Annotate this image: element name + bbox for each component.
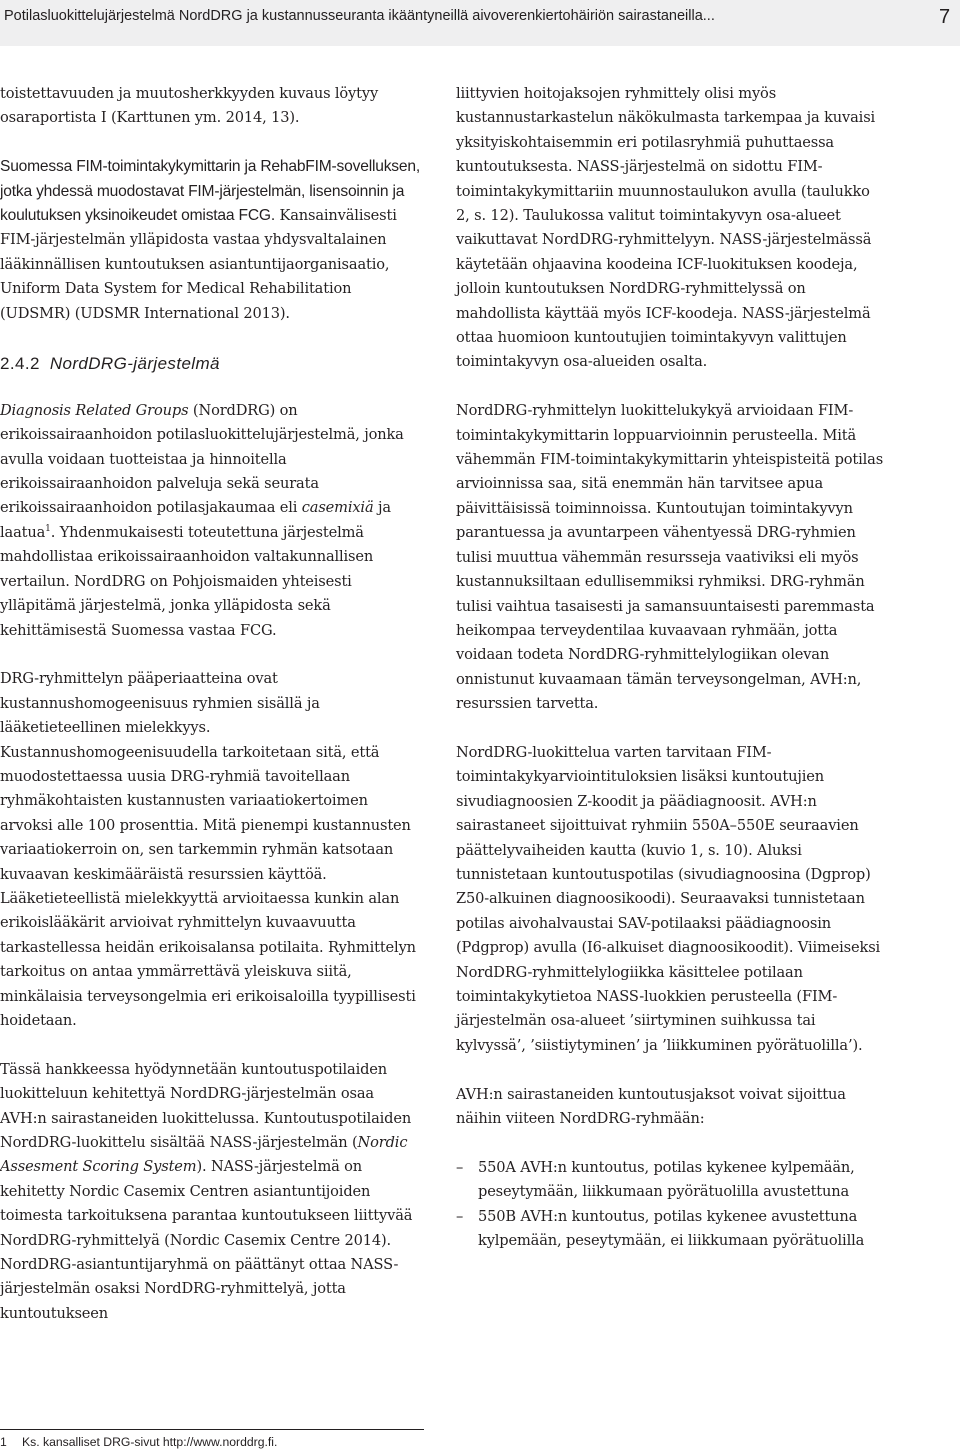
section-heading — [0, 350, 424, 376]
footnote-text: Ks. kansalliset DRG-sivut http://www.norddrg.fi. — [22, 1435, 278, 1449]
italic-term: casemixiä — [301, 499, 374, 517]
footnote-marker: 1 — [45, 524, 51, 535]
page-number: 7 — [939, 6, 951, 28]
paragraph: DRG-ryhmittelyn pääperiaatteina ovat kustannushomogeenisuus ryhmien sisällä ja lääketieteellinen mielekkyys. Kustannushomogeenisuudella tarkoitetaan sitä, että muodostettaessa uusia DRG-ryhmiä tavoitellaan ryhmäkohtaisten kustannusten variaatiokertoimen arvoksi alle 100 prosenttia. Mitä pienempi kustannusten variaatiokerroin on, sen tarkemmin ryhmän katsotaan kuvaavan keskimääräistä resurssien käyttöä. Lääketieteellistä mielekkyyttä arvioitaessa kunkin alan erikoislääkärit arvioivat ryhmittelyn kuvaavuutta tarkastellessa heidän erikoisalansa potilaita. Ryhmittelyn tarkoitus on antaa ymmärrettävä yleiskuva siitä, minkälaisia terveysongelmia eri erikoisaloilla tyypillisesti hoidetaan. — [0, 670, 416, 1029]
paragraph-text: . Yhdenmukaisesti toteutettuna järjestelmä mahdollistaa erikoissairaanhoidon valtakunnallisen vertailun. NordDRG on Pohjoismaiden yhteisesti ylläpitämä järjestelmä, jonka ylläpidosta sekä kehittämisestä Suomessa vastaa FCG. — [0, 523, 374, 639]
section-heading-title: NordDRG-järjestelmä — [49, 354, 220, 374]
paragraph — [0, 155, 424, 326]
paragraph: NordDRG-luokittelua varten tarvitaan FIM-toimintakykyarviointituloksien lisäksi kuntoutujien sivudiagnoosien Z-koodit ja päädiagnoosit. AVH:n sairastaneet sijoittuivat ryhmiin 550A–550E seuraavien päättelyvaiheiden kautta (kuvio 1, s. 10). Aluksi tunnistetaan kuntoutuspotilas (sivudiagnoosina (Dgprop) Z50-alkuinen diagnoosikoodi). Seuraavaksi tunnistetaan potilas aivohalvaustai SAV-potilaaksi päädiagnoosin (Pdgprop) avulla (I6-alkuiset diagnoosikoodit). Viimeiseksi NordDRG-ryhmittelylogiikka käsittelee potilaan toimintakykytietoa NASS-luokkien perusteella (FIM-järjestelmän osa-alueet ’siirtyminen suihkussa tai kylvyssä’, ’siistiytyminen’ ja ’liikkuminen pyörätuolilla’). — [456, 743, 881, 1054]
right-column — [456, 82, 886, 1253]
paragraph — [0, 399, 424, 643]
paragraph: AVH:n sairastaneiden kuntoutusjaksot voivat sijoittua näihin viiteen NordDRG-ryhmään: — [456, 1085, 846, 1128]
italic-term: Diagnosis Related Groups — [0, 401, 189, 419]
paragraph-text: ja laatua — [0, 499, 391, 541]
running-header-title: Potilasluokittelujärjestelmä NordDRG ja kustannusseuranta ikääntyneillä aivoverenkiertohäiriön sairastaneilla... — [4, 8, 715, 24]
paragraph: toistettavuuden ja muutosherkkyyden kuvaus löytyy osaraportista I (Karttunen ym. 2014, 13). — [0, 85, 379, 127]
section-heading-number: 2.4.2 — [0, 354, 40, 374]
paragraph-text: ). NASS-järjestelmä on kehitetty Nordic Casemix Centren asiantuntijoiden toimesta tarkoituksena parantaa kuntoutukseen liittyvää NordDRG-ryhmittelyä (Nordic Casemix Centre 2014). NordDRG-asiantuntijaryhmä on päättänyt ottaa NASS-järjestelmän osaksi NordDRG-ryhmittelyä, jotta kuntoutukseen — [0, 1158, 413, 1322]
paragraph: NordDRG-ryhmittelyn luokittelukykyä arvioidaan FIM-toimintakykymittarin loppuarvioinnin perusteella. Mitä vähemmän FIM-toimintakykymittarin yhteispisteitä potilas arvioinnissa saa, sitä enemmän hän tarvitsee apua päivittäisissä toiminnoissa. Kuntoutujan toimintakyvyn parantuessa ja avuntarpeen vähentyessä DRG-ryhmien tulisi muuttua vähemmän resursseja vaativiksi eli myös kustannuksiltaan edullisemmiksi ryhmiksi. DRG-ryhmän tulisi vaihtua tasaisesti ja samansuuntaisesti paremmasta heikompaa terveydentilaa kuvaavaan ryhmään, jotta voidaan todeta NordDRG-ryhmittelylogiikan olevan onnistunut kuvaamaan tämän terveysongelman, AVH:n, resurssien tarvetta. — [456, 402, 884, 713]
running-header — [0, 0, 960, 46]
list-item: – 550A AVH:n kuntoutus, potilas kykenee kylpemään, peseytymään, liikkumaan pyörätuolilla avustettuna — [456, 1156, 886, 1205]
paragraph-sans-text: Suomessa FIM-toimintakykymittarin ja RehabFIM-sovelluksen, jotka yhdessä muodostavat FIM-järjestelmän, lisensoinnin ja koulutuksen yksinoikeudet omistaa FCG. — [0, 158, 420, 225]
paragraph — [0, 1058, 424, 1326]
dash-list — [456, 1156, 886, 1254]
footnote-divider — [0, 1429, 424, 1430]
paragraph: liittyvien hoitojaksojen ryhmittely olisi myös kustannustarkastelun näkökulmasta tarkempaa ja kuvaisi yksityiskohtaisemmin eri potilasryhmiä puhuttaessa kuntoutuksesta. NASS-järjestelmä on sidottu FIM-toimintakykymittariin muunnostaulukon avulla (taulukko 2, s. 12). Taulukossa valitut toimintakyvyn osa-alueet vaikuttavat NordDRG-ryhmittelyyn. NASS-järjestelmässä käytetään ohjaavina koodeina ICF-luokituksen koodeja, jolloin kuntoutuksen NordDRG-ryhmittelyssä on mahdollista käyttää myös ICF-koodeja. NASS-järjestelmä ottaa huomioon kuntoutujien toimintakyvyn valittujen toimintakyvyn osa-alueiden osalta. — [456, 85, 876, 371]
list-item: – 550B AVH:n kuntoutus, potilas kykenee avustettuna kylpemään, peseytymään, ei liikkumaan pyörätuolilla — [456, 1205, 886, 1254]
paragraph-text: (NordDRG) on erikoissairaanhoidon potilasluokittelujärjestelmä, jonka avulla voidaan tuotteistaa ja hinnoitella erikoissairaanhoidon palveluja sekä seurata erikoissairaanhoidon potilasjakaumaa eli — [0, 401, 404, 517]
footnote — [0, 1434, 424, 1450]
left-column — [0, 82, 424, 1326]
italic-term: Nordic Assesment Scoring System — [0, 1134, 408, 1176]
paragraph-text: Kansainvälisesti FIM-järjestelmän ylläpidosta vastaa yhdysvaltalainen lääkinnällisen kuntoutuksen asiantuntijaorganisaatio, Uniform Data System for Medical Rehabilitation (UDSMR) (UDSMR International 2013). — [0, 207, 397, 322]
footnote-number: 1 — [0, 1435, 7, 1449]
paragraph-text: Tässä hankkeessa hyödynnetään kuntoutuspotilaiden luokitteluun kehitettyä NordDRG-järjestelmän osaa AVH:n sairastaneiden luokittelussa. Kuntoutuspotilaiden NordDRG-luokittelu sisältää NASS-järjestelmän ( — [0, 1060, 412, 1151]
